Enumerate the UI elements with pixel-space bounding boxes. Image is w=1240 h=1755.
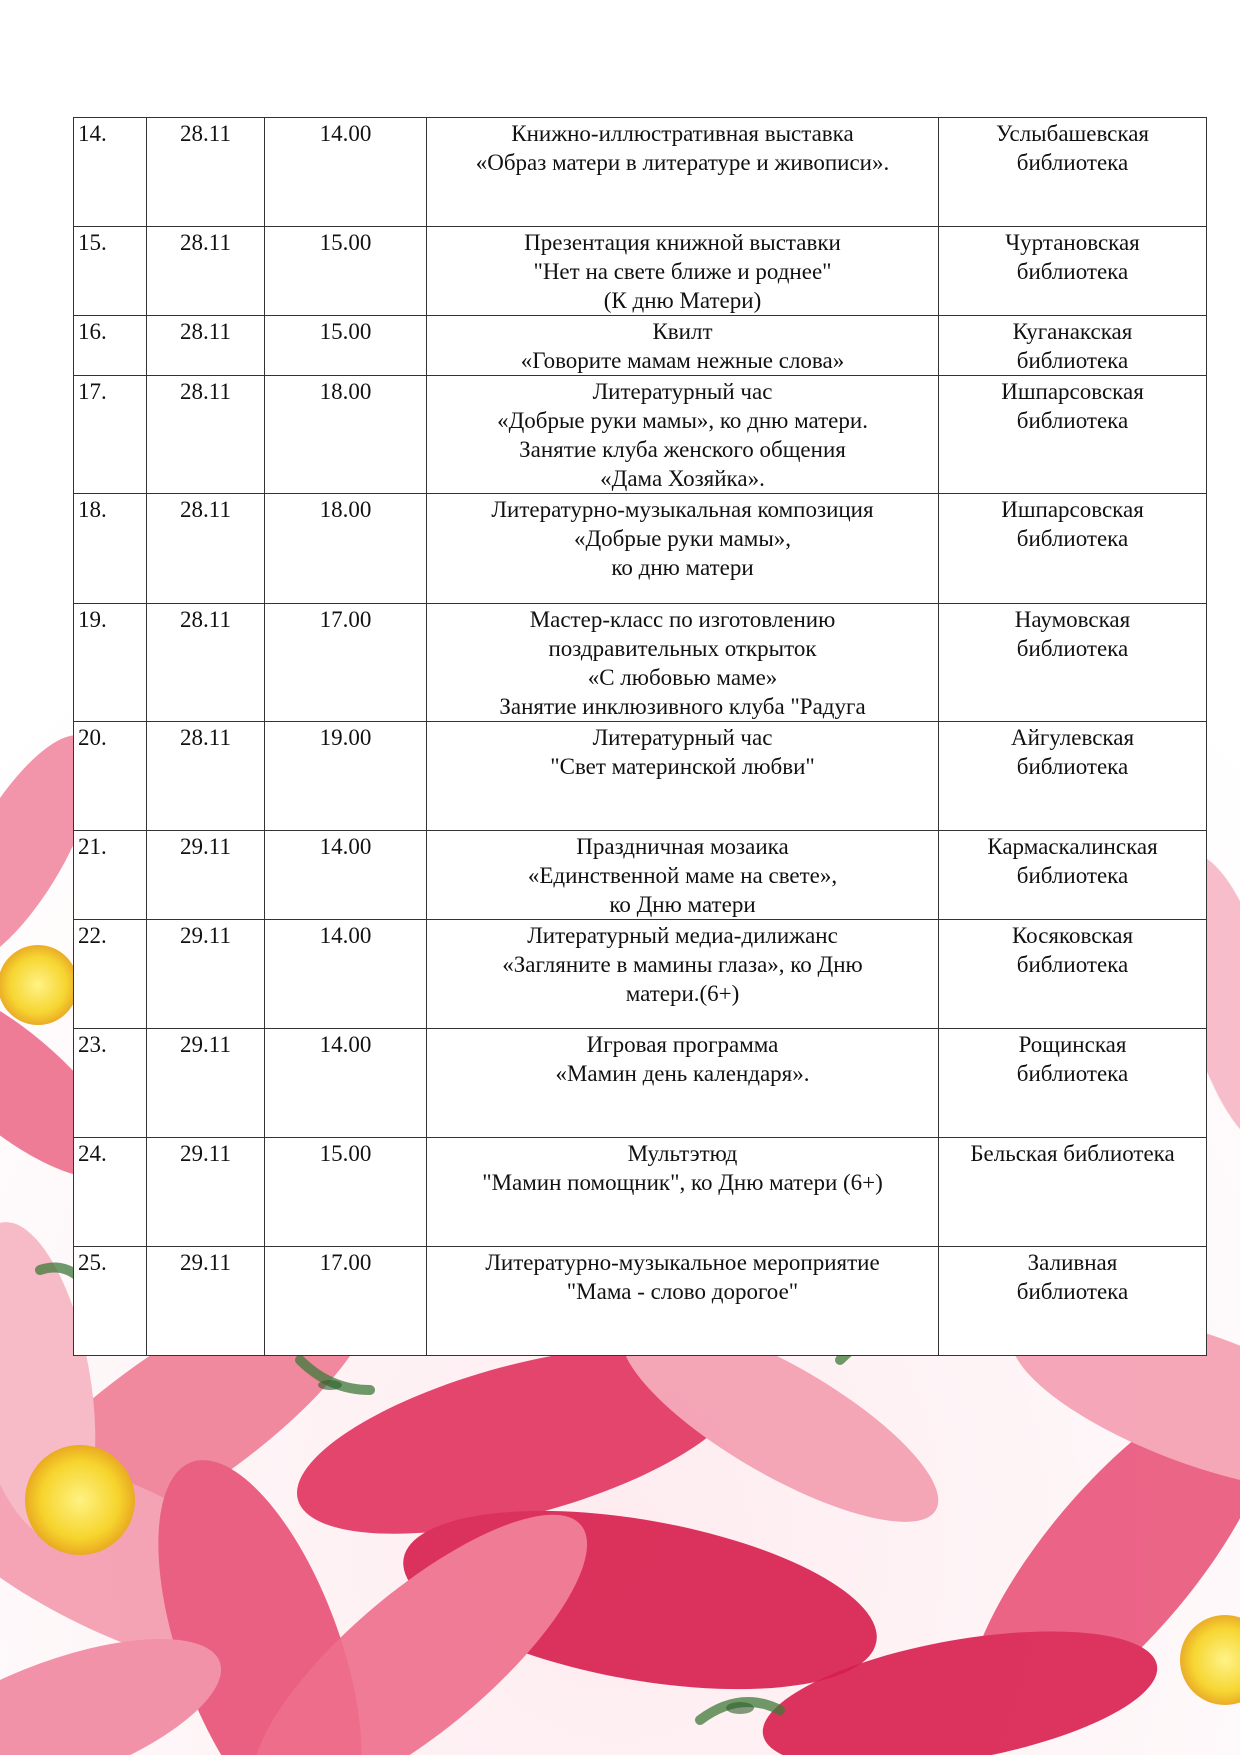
event-description-line: «Добрые руки мамы», ко дню матери.: [497, 408, 868, 433]
event-description-line: Занятие клуба женского общения: [519, 437, 846, 462]
event-description-line: Литературный час: [592, 725, 773, 750]
event-venue: [939, 118, 1207, 227]
event-venue: [939, 604, 1207, 722]
row-number: 18.: [74, 494, 147, 604]
row-number: 22.: [74, 920, 147, 1029]
event-venue-line: Ишпарсовская: [1001, 379, 1144, 404]
row-number: 24.: [74, 1138, 147, 1247]
event-time: 19.00: [265, 722, 427, 831]
event-description-line: «С любовью маме»: [587, 665, 778, 690]
event-description-line: «Образ матери в литературе и живописи».: [475, 150, 890, 175]
event-venue: [939, 316, 1207, 376]
table-row: [74, 1029, 1207, 1138]
event-venue-line: библиотека: [1016, 863, 1129, 888]
event-venue: [939, 1247, 1207, 1356]
table-row: [74, 1138, 1207, 1247]
event-date: 28.11: [147, 316, 265, 376]
event-venue-line: библиотека: [1016, 150, 1129, 175]
event-venue-line: Услыбашевская: [995, 121, 1150, 146]
table-row: [74, 722, 1207, 831]
event-time: 17.00: [265, 1247, 427, 1356]
event-date: 28.11: [147, 376, 265, 494]
event-venue: [939, 722, 1207, 831]
event-description-line: «Добрые руки мамы»,: [573, 526, 792, 551]
event-description-line: «Говорите мамам нежные слова»: [520, 348, 845, 373]
event-description-line: ко Дню матери: [609, 892, 756, 917]
row-number: 19.: [74, 604, 147, 722]
event-description-line: Игровая программа: [586, 1032, 779, 1057]
events-table: [73, 117, 1207, 1356]
event-description: [427, 722, 939, 831]
row-number: 21.: [74, 831, 147, 920]
event-description: [427, 316, 939, 376]
row-number: 20.: [74, 722, 147, 831]
event-time: 14.00: [265, 920, 427, 1029]
table-row: [74, 316, 1207, 376]
event-description-line: Занятие инклюзивного клуба "Радуга: [499, 694, 866, 719]
event-date: 29.11: [147, 1138, 265, 1247]
event-description-line: Мультэтюд: [627, 1141, 738, 1166]
event-description-line: Книжно-иллюстративная выставка: [511, 121, 854, 146]
event-venue-line: библиотека: [1016, 754, 1129, 779]
event-venue-line: Рощинская: [1018, 1032, 1127, 1057]
event-date: 28.11: [147, 604, 265, 722]
event-venue: [939, 1138, 1207, 1247]
event-venue-line: Ишпарсовская: [1001, 497, 1144, 522]
event-description-line: поздравительных открыток: [548, 636, 817, 661]
event-description-line: «Дама Хозяйка».: [600, 466, 765, 491]
event-description: [427, 227, 939, 316]
event-date: 29.11: [147, 920, 265, 1029]
table-row: [74, 376, 1207, 494]
event-venue-line: библиотека: [1016, 408, 1129, 433]
table-row: [74, 831, 1207, 920]
event-description: [427, 920, 939, 1029]
event-description: [427, 831, 939, 920]
table-row: [74, 494, 1207, 604]
event-date: 28.11: [147, 722, 265, 831]
event-time: 15.00: [265, 316, 427, 376]
event-description-line: Презентация книжной выставки: [524, 230, 841, 255]
event-description-line: Квилт: [652, 319, 713, 344]
table-row: [74, 604, 1207, 722]
event-time: 14.00: [265, 118, 427, 227]
event-description: [427, 494, 939, 604]
event-date: 29.11: [147, 831, 265, 920]
event-description-line: (К дню Матери): [603, 288, 762, 313]
event-time: 15.00: [265, 227, 427, 316]
table-row: [74, 1247, 1207, 1356]
event-venue-line: Бельская библиотека: [970, 1141, 1175, 1166]
event-description-line: «Единственной маме на свете»,: [527, 863, 838, 888]
event-date: 28.11: [147, 118, 265, 227]
table-row: [74, 118, 1207, 227]
event-date: 29.11: [147, 1247, 265, 1356]
event-description-line: Мастер-класс по изготовлению: [529, 607, 836, 632]
event-time: 14.00: [265, 1029, 427, 1138]
event-venue: [939, 494, 1207, 604]
event-venue-line: Наумовская: [1014, 607, 1131, 632]
event-venue-line: Айгулевская: [1010, 725, 1135, 750]
event-description-line: "Свет материнской любви": [550, 754, 815, 779]
event-venue: [939, 227, 1207, 316]
event-date: 29.11: [147, 1029, 265, 1138]
event-time: 15.00: [265, 1138, 427, 1247]
event-time: 18.00: [265, 494, 427, 604]
event-venue: [939, 1029, 1207, 1138]
event-venue-line: Куганакская: [1012, 319, 1133, 344]
event-description-line: матери.(6+): [625, 981, 740, 1006]
event-description: [427, 1247, 939, 1356]
event-venue-line: Кармаскалинская: [987, 834, 1158, 859]
event-venue-line: Заливная: [1027, 1250, 1118, 1275]
event-date: 28.11: [147, 494, 265, 604]
row-number: 14.: [74, 118, 147, 227]
event-venue-line: Косяковская: [1011, 923, 1134, 948]
event-description-line: ко дню матери: [611, 555, 754, 580]
row-number: 17.: [74, 376, 147, 494]
event-venue: [939, 831, 1207, 920]
event-description-line: Литературный час: [592, 379, 773, 404]
event-venue-line: библиотека: [1016, 952, 1129, 977]
event-description: [427, 604, 939, 722]
event-venue-line: библиотека: [1016, 1279, 1129, 1304]
event-description-line: "Нет на свете ближе и роднее": [533, 259, 832, 284]
event-date: 28.11: [147, 227, 265, 316]
event-description: [427, 376, 939, 494]
event-venue: [939, 376, 1207, 494]
event-description: [427, 1138, 939, 1247]
event-venue-line: Чуртановская: [1005, 230, 1140, 255]
row-number: 15.: [74, 227, 147, 316]
event-description-line: Литературно-музыкальная композиция: [491, 497, 874, 522]
table-row: [74, 920, 1207, 1029]
event-description-line: «Загляните в мамины глаза», ко Дню: [502, 952, 863, 977]
event-venue-line: библиотека: [1016, 348, 1129, 373]
event-venue-line: библиотека: [1016, 526, 1129, 551]
event-description-line: «Мамин день календаря».: [555, 1061, 810, 1086]
event-description-line: "Мама - слово дорогое": [566, 1279, 799, 1304]
event-description-line: Литературно-музыкальное мероприятие: [485, 1250, 880, 1275]
event-description-line: Литературный медиа-дилижанс: [527, 923, 838, 948]
event-description: [427, 1029, 939, 1138]
row-number: 23.: [74, 1029, 147, 1138]
event-time: 17.00: [265, 604, 427, 722]
event-time: 18.00: [265, 376, 427, 494]
row-number: 25.: [74, 1247, 147, 1356]
event-venue: [939, 920, 1207, 1029]
event-description-line: Праздничная мозаика: [576, 834, 789, 859]
table-row: [74, 227, 1207, 316]
event-venue-line: библиотека: [1016, 636, 1129, 661]
event-description-line: "Мамин помощник", ко Дню матери (6+): [482, 1170, 883, 1195]
event-venue-line: библиотека: [1016, 259, 1129, 284]
event-venue-line: библиотека: [1016, 1061, 1129, 1086]
event-time: 14.00: [265, 831, 427, 920]
event-description: [427, 118, 939, 227]
row-number: 16.: [74, 316, 147, 376]
